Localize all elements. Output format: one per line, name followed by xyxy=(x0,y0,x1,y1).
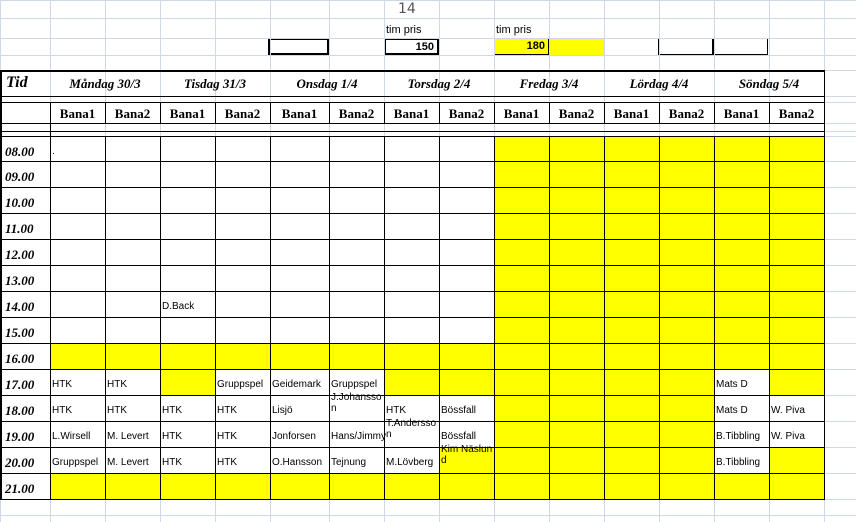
booking-cell[interactable] xyxy=(105,136,160,161)
booking-cell[interactable] xyxy=(494,473,549,499)
booking-cell[interactable] xyxy=(549,136,604,161)
booking-text: HTK xyxy=(52,379,72,390)
booking-cell[interactable] xyxy=(439,239,494,265)
time-label: 09.00 xyxy=(5,169,35,184)
booking-cell[interactable] xyxy=(439,265,494,291)
booking-cell[interactable] xyxy=(384,317,439,343)
border-header-h xyxy=(0,102,824,103)
booking-cell[interactable] xyxy=(384,291,439,317)
price-box-2-ext[interactable] xyxy=(549,38,604,55)
booking-text: HTK xyxy=(386,405,406,416)
booking-text: Gruppspel xyxy=(52,457,99,468)
border-left xyxy=(0,70,2,499)
gridline-h xyxy=(0,515,856,516)
time-label: 18.00 xyxy=(5,403,35,418)
border-header-h xyxy=(0,131,824,132)
booking-cell[interactable] xyxy=(215,343,270,369)
booking-cell[interactable] xyxy=(769,213,824,239)
booking-cell[interactable] xyxy=(604,265,659,291)
booking-cell[interactable] xyxy=(160,187,215,213)
time-label: 14.00 xyxy=(5,299,35,314)
booking-cell[interactable] xyxy=(714,265,769,291)
booking-cell[interactable] xyxy=(384,187,439,213)
booking-text: Bössfall xyxy=(441,405,477,416)
booking-text: M.Lövberg xyxy=(386,457,434,468)
booking-text: J.Johansson xyxy=(331,392,382,414)
booking-cell[interactable] xyxy=(769,239,824,265)
booking-cell[interactable] xyxy=(549,187,604,213)
time-label: 21.00 xyxy=(5,481,35,496)
time-label: 16.00 xyxy=(5,351,35,366)
page-number: 14 xyxy=(398,1,416,17)
booking-cell[interactable] xyxy=(714,213,769,239)
court-header: Bana2 xyxy=(558,106,595,121)
booking-cell[interactable] xyxy=(769,161,824,187)
booking-cell[interactable] xyxy=(439,187,494,213)
booking-cell[interactable] xyxy=(50,239,105,265)
booking-cell[interactable] xyxy=(769,317,824,343)
booking-cell[interactable] xyxy=(384,161,439,187)
booking-cell[interactable] xyxy=(494,395,549,421)
booking-cell[interactable] xyxy=(549,291,604,317)
court-header: Bana2 xyxy=(224,106,261,121)
booking-cell[interactable] xyxy=(329,239,384,265)
booking-cell[interactable] xyxy=(329,213,384,239)
booking-cell[interactable] xyxy=(215,239,270,265)
day-header: Måndag 30/3 xyxy=(69,76,141,91)
booking-cell[interactable] xyxy=(105,291,160,317)
tid-header: Tid xyxy=(6,74,28,91)
booking-cell[interactable] xyxy=(549,239,604,265)
booking-cell[interactable] xyxy=(714,161,769,187)
booking-cell[interactable] xyxy=(270,239,329,265)
booking-cell[interactable] xyxy=(494,369,549,395)
booking-cell[interactable] xyxy=(769,447,824,473)
booking-cell[interactable] xyxy=(105,239,160,265)
booking-cell[interactable] xyxy=(50,343,105,369)
booking-cell[interactable] xyxy=(604,343,659,369)
booking-cell[interactable] xyxy=(604,421,659,447)
court-header: Bana1 xyxy=(169,106,206,121)
booking-cell[interactable] xyxy=(549,369,604,395)
booking-cell[interactable] xyxy=(549,473,604,499)
booking-cell[interactable] xyxy=(549,265,604,291)
court-header: Bana2 xyxy=(778,106,815,121)
booking-cell[interactable] xyxy=(160,369,215,395)
booking-cell[interactable] xyxy=(329,187,384,213)
time-label: 11.00 xyxy=(5,221,34,236)
booking-text: Hans/Jimmy xyxy=(331,431,387,442)
booking-cell[interactable] xyxy=(659,421,714,447)
booking-text: HTK xyxy=(107,405,127,416)
booking-cell[interactable] xyxy=(215,136,270,161)
booking-text: O.Hansson xyxy=(272,457,323,468)
border-header-h xyxy=(0,123,824,124)
booking-text: HTK xyxy=(107,379,127,390)
booking-cell[interactable] xyxy=(105,213,160,239)
booking-cell[interactable] xyxy=(439,343,494,369)
booking-text: W. Piva xyxy=(771,405,805,416)
booking-cell[interactable] xyxy=(659,447,714,473)
booking-cell[interactable] xyxy=(769,473,824,499)
time-label: 10.00 xyxy=(5,195,35,210)
booking-cell[interactable] xyxy=(549,421,604,447)
booking-cell[interactable] xyxy=(50,136,105,161)
empty-box-right-1[interactable] xyxy=(658,38,713,55)
booking-cell[interactable] xyxy=(604,161,659,187)
booking-cell[interactable] xyxy=(160,265,215,291)
empty-box-left[interactable] xyxy=(268,38,329,55)
booking-cell[interactable] xyxy=(215,213,270,239)
empty-box-right-2[interactable] xyxy=(713,38,768,55)
booking-cell[interactable] xyxy=(105,343,160,369)
booking-cell[interactable] xyxy=(215,291,270,317)
booking-cell[interactable] xyxy=(50,187,105,213)
booking-cell[interactable] xyxy=(105,187,160,213)
booking-cell[interactable] xyxy=(494,343,549,369)
day-header: Onsdag 1/4 xyxy=(296,76,358,91)
booking-cell[interactable] xyxy=(105,161,160,187)
booking-cell[interactable] xyxy=(659,187,714,213)
booking-cell[interactable] xyxy=(439,473,494,499)
border-right xyxy=(824,70,825,499)
booking-cell[interactable] xyxy=(160,343,215,369)
booking-cell[interactable] xyxy=(105,317,160,343)
booking-text: T.Andersson xyxy=(386,418,437,440)
booking-text: Mats D xyxy=(716,379,748,390)
booking-cell[interactable] xyxy=(384,239,439,265)
booking-cell[interactable] xyxy=(439,291,494,317)
booking-cell[interactable] xyxy=(329,473,384,499)
border-header-h xyxy=(0,96,824,97)
booking-cell[interactable] xyxy=(604,136,659,161)
booking-cell[interactable] xyxy=(160,317,215,343)
booking-cell[interactable] xyxy=(549,317,604,343)
court-header: Bana2 xyxy=(448,106,485,121)
booking-cell[interactable] xyxy=(439,161,494,187)
booking-text: W. Piva xyxy=(771,431,805,442)
gridline-h xyxy=(0,55,856,56)
booking-cell[interactable] xyxy=(329,265,384,291)
court-header: Bana1 xyxy=(613,106,650,121)
booking-text: M. Levert xyxy=(107,431,149,442)
booking-cell[interactable] xyxy=(659,369,714,395)
booking-cell[interactable] xyxy=(604,395,659,421)
booking-cell[interactable] xyxy=(549,395,604,421)
booking-cell[interactable] xyxy=(270,291,329,317)
booking-cell[interactable] xyxy=(384,213,439,239)
booking-cell[interactable] xyxy=(604,291,659,317)
court-header: Bana1 xyxy=(723,106,760,121)
booking-cell[interactable] xyxy=(215,473,270,499)
booking-cell[interactable] xyxy=(494,187,549,213)
border-row-h xyxy=(0,499,824,500)
booking-cell[interactable] xyxy=(384,136,439,161)
booking-cell[interactable] xyxy=(549,447,604,473)
price-label-2: tim pris xyxy=(496,24,532,36)
booking-text: Gruppspel xyxy=(331,379,378,390)
booking-text: Tejnung xyxy=(331,457,367,468)
booking-text: . xyxy=(52,146,55,157)
booking-cell[interactable] xyxy=(604,447,659,473)
court-header: Bana1 xyxy=(393,106,430,121)
booking-cell[interactable] xyxy=(384,343,439,369)
booking-cell[interactable] xyxy=(329,343,384,369)
booking-cell[interactable] xyxy=(105,265,160,291)
booking-cell[interactable] xyxy=(50,291,105,317)
booking-cell[interactable] xyxy=(714,317,769,343)
booking-text: HTK xyxy=(162,405,182,416)
border-top xyxy=(0,70,825,72)
booking-text: HTK xyxy=(217,405,237,416)
booking-cell[interactable] xyxy=(494,136,549,161)
booking-cell[interactable] xyxy=(769,291,824,317)
booking-cell[interactable] xyxy=(494,161,549,187)
booking-cell[interactable] xyxy=(270,136,329,161)
day-header: Lördag 4/4 xyxy=(629,76,689,91)
booking-cell[interactable] xyxy=(494,421,549,447)
day-header: Söndag 5/4 xyxy=(738,76,800,91)
booking-cell[interactable] xyxy=(769,136,824,161)
booking-cell[interactable] xyxy=(714,473,769,499)
day-header: Tisdag 31/3 xyxy=(184,76,246,91)
booking-cell[interactable] xyxy=(549,213,604,239)
booking-cell[interactable] xyxy=(659,395,714,421)
booking-cell[interactable] xyxy=(215,265,270,291)
booking-cell[interactable] xyxy=(50,161,105,187)
time-label: 20.00 xyxy=(5,455,35,470)
booking-text: HTK xyxy=(162,431,182,442)
booking-text: Kim Näslund xyxy=(441,444,493,466)
time-label: 15.00 xyxy=(5,325,35,340)
booking-cell[interactable] xyxy=(215,317,270,343)
booking-cell[interactable] xyxy=(50,473,105,499)
booking-cell[interactable] xyxy=(659,291,714,317)
price-box-1[interactable] xyxy=(384,38,439,55)
court-header: Bana1 xyxy=(59,106,96,121)
booking-cell[interactable] xyxy=(270,317,329,343)
booking-cell[interactable] xyxy=(659,213,714,239)
booking-cell[interactable] xyxy=(329,136,384,161)
day-header: Torsdag 2/4 xyxy=(407,76,471,91)
booking-cell[interactable] xyxy=(439,213,494,239)
booking-cell[interactable] xyxy=(50,265,105,291)
booking-cell[interactable] xyxy=(604,213,659,239)
booking-cell[interactable] xyxy=(714,136,769,161)
booking-text: Geidemark xyxy=(272,379,321,390)
court-header: Bana1 xyxy=(503,106,540,121)
booking-cell[interactable] xyxy=(160,239,215,265)
booking-cell[interactable] xyxy=(105,473,160,499)
booking-text: HTK xyxy=(52,405,72,416)
booking-text: HTK xyxy=(162,457,182,468)
booking-text: B.Tibbling xyxy=(716,457,761,468)
court-header: Bana2 xyxy=(668,106,705,121)
booking-cell[interactable] xyxy=(659,136,714,161)
booking-cell[interactable] xyxy=(604,317,659,343)
booking-cell[interactable] xyxy=(494,265,549,291)
booking-cell[interactable] xyxy=(714,291,769,317)
booking-cell[interactable] xyxy=(494,317,549,343)
booking-cell[interactable] xyxy=(769,343,824,369)
booking-cell[interactable] xyxy=(769,265,824,291)
gridline-h xyxy=(0,18,856,19)
gridline-h xyxy=(0,0,856,1)
booking-cell[interactable] xyxy=(659,265,714,291)
booking-cell[interactable] xyxy=(215,187,270,213)
gridline-h xyxy=(0,38,856,39)
price-value-2: 180 xyxy=(526,40,545,52)
booking-cell[interactable] xyxy=(270,213,329,239)
booking-cell[interactable] xyxy=(494,239,549,265)
time-label: 08.00 xyxy=(5,144,35,159)
booking-cell[interactable] xyxy=(439,136,494,161)
booking-text: Jonforsen xyxy=(272,431,316,442)
booking-cell[interactable] xyxy=(270,343,329,369)
booking-cell[interactable] xyxy=(329,161,384,187)
booking-cell[interactable] xyxy=(769,187,824,213)
time-label: 19.00 xyxy=(5,429,35,444)
booking-cell[interactable] xyxy=(270,161,329,187)
booking-cell[interactable] xyxy=(659,473,714,499)
booking-cell[interactable] xyxy=(160,161,215,187)
booking-cell[interactable] xyxy=(494,291,549,317)
price-label-1: tim pris xyxy=(386,24,422,36)
booking-cell[interactable] xyxy=(329,291,384,317)
booking-cell[interactable] xyxy=(160,136,215,161)
booking-cell[interactable] xyxy=(50,317,105,343)
booking-cell[interactable] xyxy=(50,213,105,239)
booking-cell[interactable] xyxy=(714,187,769,213)
booking-text: Bössfall xyxy=(441,431,477,442)
booking-cell[interactable] xyxy=(384,369,439,395)
booking-cell[interactable] xyxy=(659,239,714,265)
price-value-1: 150 xyxy=(415,41,434,53)
day-header: Fredag 3/4 xyxy=(519,76,579,91)
price-box-2[interactable] xyxy=(494,38,549,55)
booking-cell[interactable] xyxy=(659,343,714,369)
court-header: Bana2 xyxy=(114,106,151,121)
booking-cell[interactable] xyxy=(439,369,494,395)
booking-cell[interactable] xyxy=(270,265,329,291)
booking-cell[interactable] xyxy=(160,473,215,499)
booking-text: L.Wirsell xyxy=(52,431,91,442)
booking-cell[interactable] xyxy=(604,369,659,395)
booking-cell[interactable] xyxy=(215,161,270,187)
booking-cell[interactable] xyxy=(714,343,769,369)
court-header: Bana2 xyxy=(338,106,375,121)
booking-cell[interactable] xyxy=(384,265,439,291)
booking-cell[interactable] xyxy=(659,161,714,187)
booking-cell[interactable] xyxy=(494,213,549,239)
booking-cell[interactable] xyxy=(604,239,659,265)
booking-cell[interactable] xyxy=(769,369,824,395)
court-header: Bana1 xyxy=(281,106,318,121)
booking-text: Mats D xyxy=(716,405,748,416)
booking-cell[interactable] xyxy=(160,213,215,239)
booking-cell[interactable] xyxy=(604,473,659,499)
booking-cell[interactable] xyxy=(329,317,384,343)
booking-cell[interactable] xyxy=(549,343,604,369)
booking-text: Lisjö xyxy=(272,405,293,416)
time-label: 13.00 xyxy=(5,273,35,288)
booking-cell[interactable] xyxy=(604,187,659,213)
booking-cell[interactable] xyxy=(270,187,329,213)
time-label: 12.00 xyxy=(5,247,35,262)
booking-text: D.Back xyxy=(162,301,195,312)
booking-cell[interactable] xyxy=(549,161,604,187)
time-label: 17.00 xyxy=(5,377,35,392)
booking-cell[interactable] xyxy=(494,447,549,473)
booking-text: Gruppspel xyxy=(217,379,264,390)
booking-text: B.Tibbling xyxy=(716,431,761,442)
booking-text: HTK xyxy=(217,457,237,468)
booking-cell[interactable] xyxy=(714,239,769,265)
booking-cell[interactable] xyxy=(659,317,714,343)
booking-cell[interactable] xyxy=(439,317,494,343)
booking-text: M. Levert xyxy=(107,457,149,468)
booking-cell[interactable] xyxy=(384,473,439,499)
booking-cell[interactable] xyxy=(270,473,329,499)
booking-text: HTK xyxy=(217,431,237,442)
